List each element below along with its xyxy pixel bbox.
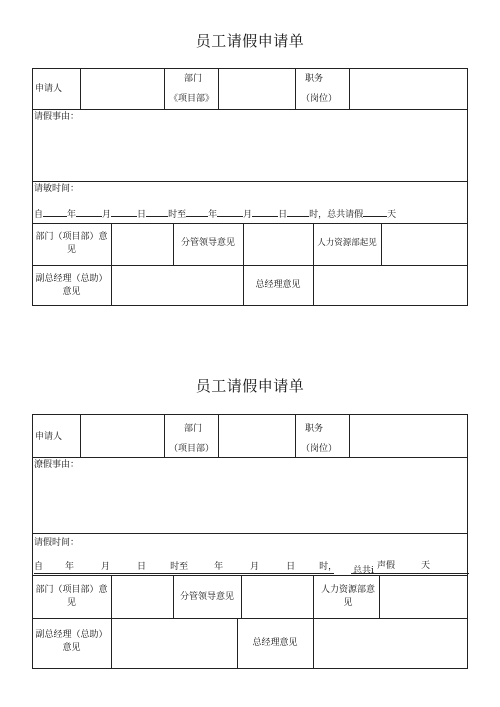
form2-title: 员工请假申请单 <box>195 377 305 395</box>
dept-opinion-label: 部门（项目部）意见 <box>35 232 108 255</box>
time-label: 请敏时间： <box>34 184 80 194</box>
form2-table <box>32 414 468 669</box>
form2-row-divider <box>33 618 467 619</box>
time-line: 自 年 月 日 时至 年 月 日 时，总共请假 天 <box>34 207 396 221</box>
dept-label: 部门 <box>183 424 202 434</box>
gm-opinion-label: 总经理意见 <box>252 638 298 648</box>
position-sub-label: （岗位） <box>301 444 338 454</box>
days-label: 天 <box>421 561 431 571</box>
dept-opinion-label: 部门（项目部）意见 <box>35 585 108 608</box>
position-sub-label: （岗位） <box>301 94 338 104</box>
total-label: 总共i <box>353 566 374 576</box>
form1-title: 员工请假申请单 <box>195 32 305 50</box>
position-label: 职务 <box>305 424 324 434</box>
leave-label: 声假 <box>377 561 396 571</box>
applicant-label: 申请人 <box>35 432 63 442</box>
form2-row-divider <box>33 457 467 458</box>
position-label: 职务 <box>305 74 324 84</box>
form2-row-divider <box>33 575 467 576</box>
dept-label: 部门 <box>183 74 202 84</box>
reason-label: 请假事由： <box>34 112 80 122</box>
time-segment-left: 自 年 月 日 时至 年 月 日 时， <box>34 562 338 572</box>
gm-opinion-label: 总经理意见 <box>255 280 301 290</box>
form1-row-divider <box>33 265 467 266</box>
form2-row-divider <box>33 533 467 534</box>
leader-opinion-label: 分管领导意见 <box>179 592 234 602</box>
form1-table <box>32 68 468 306</box>
applicant-label: 申请人 <box>35 84 63 94</box>
hr-opinion-label: 人力资源部起见 <box>317 238 377 248</box>
vp-opinion-label: 副总经理（总助）意见 <box>35 630 108 653</box>
hr-opinion-label: 人力资源部意见 <box>320 585 375 608</box>
dept-sub-label: （项目部） <box>169 444 215 454</box>
vp-opinion-label: 副总经理（总助）意见 <box>35 274 108 297</box>
form1-row-divider <box>33 181 467 182</box>
form1-row-divider <box>33 109 467 110</box>
leader-opinion-label: 分管领导意见 <box>180 238 235 248</box>
reason-label: 潦假事由： <box>34 460 80 470</box>
time-label: 请假时间： <box>34 538 80 548</box>
form1-row-divider <box>33 223 467 224</box>
dept-sub-label: 《项目部》 <box>169 94 215 104</box>
